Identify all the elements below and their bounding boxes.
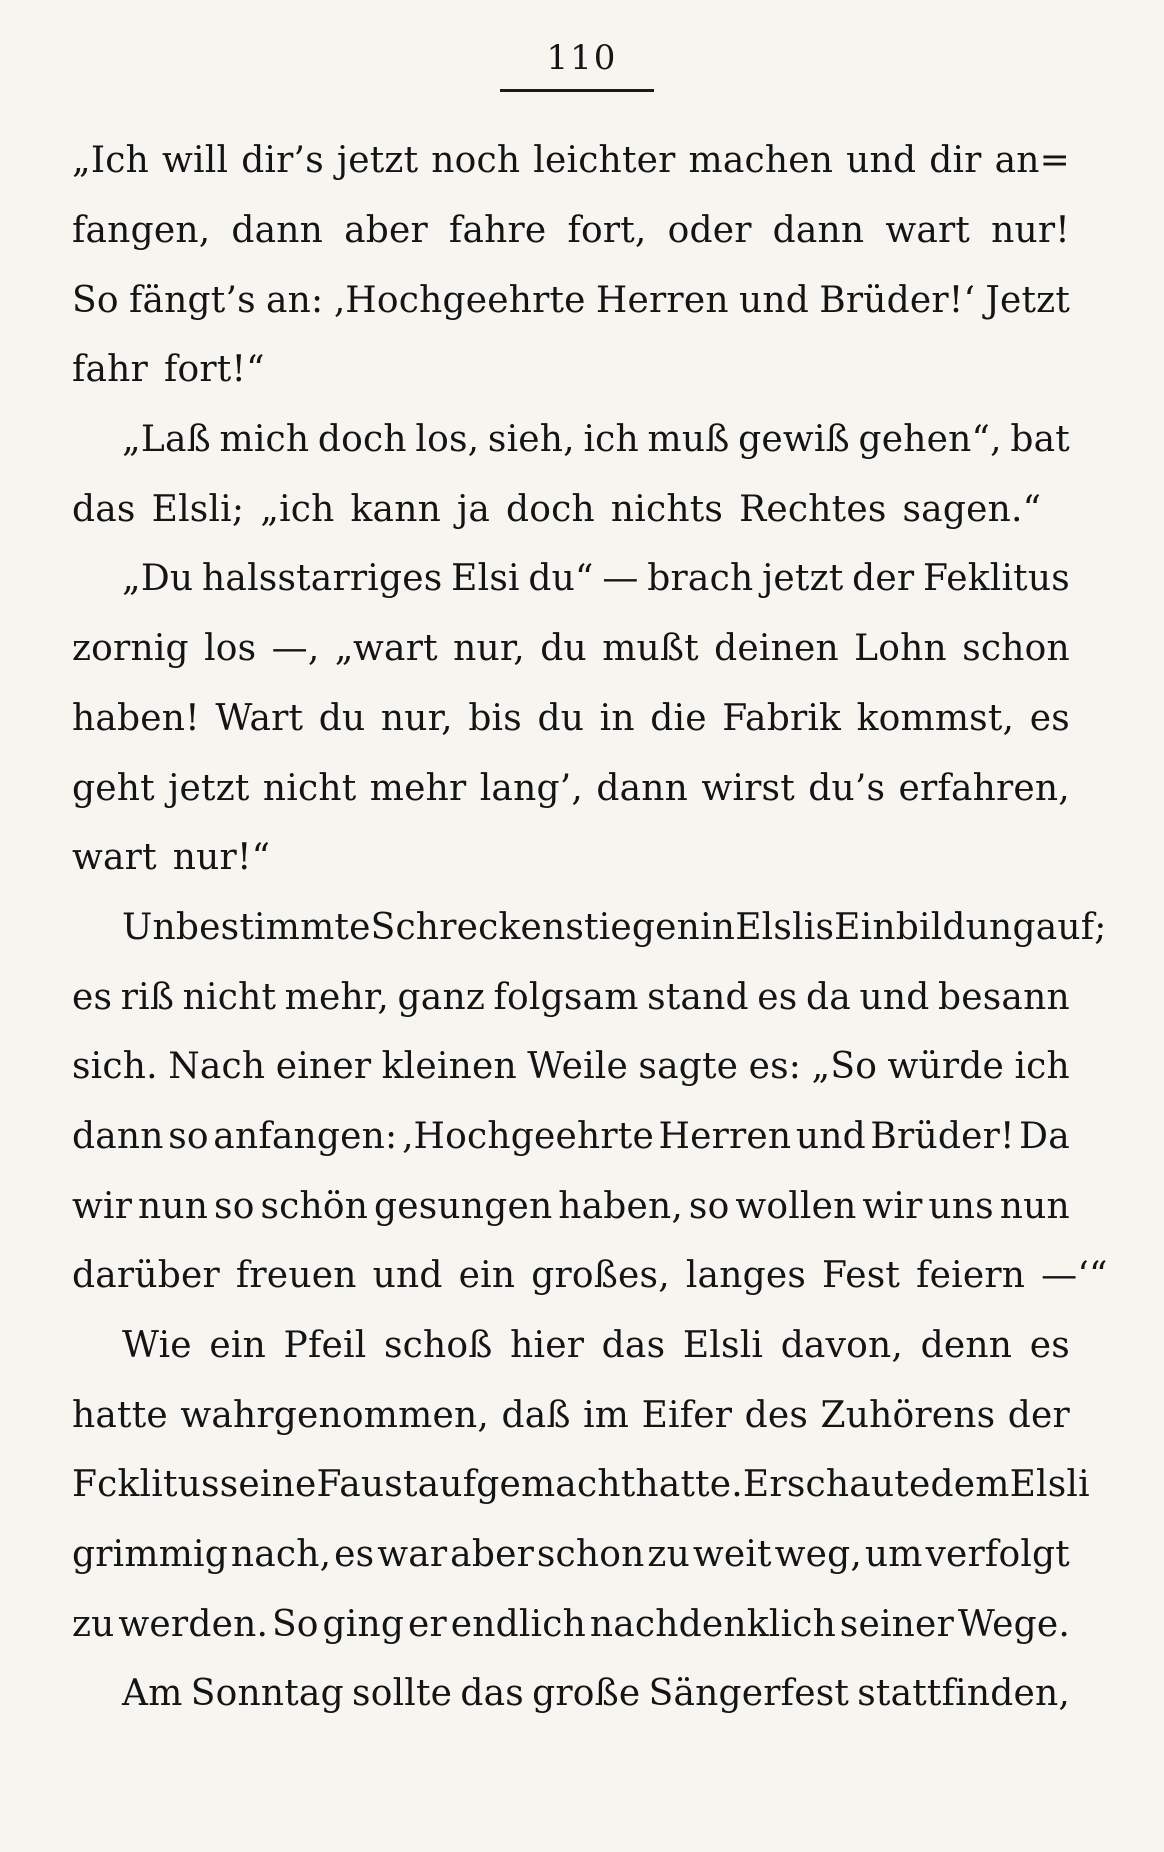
- text-line: „Laß mich doch los, sieh, ich muß gewiß gehen“, bat: [122, 419, 1070, 461]
- text-line: haben! Wart du nur, bis du in die Fabrik kommst, es: [72, 697, 1070, 739]
- header-rule: [500, 89, 654, 92]
- text-line: sich. Nach einer kleinen Weile sagte es: „So würde ich: [72, 1046, 1070, 1088]
- text-line: wart nur!“: [72, 837, 271, 879]
- text-line: geht jetzt nicht mehr lang’, dann wirst du’s erfahren,: [72, 767, 1070, 809]
- text-line: „Du halsstarriges Elsi du“ — brach jetzt der Feklitus: [122, 558, 1070, 600]
- text-line: hatte wahrgenommen, daß im Eifer des Zuhörens der: [72, 1394, 1070, 1436]
- text-line: zornig los —, „wart nur, du mußt deinen Lohn schon: [72, 628, 1070, 670]
- page-number: 110: [546, 38, 618, 78]
- text-line: fahr fort!“: [72, 349, 265, 391]
- text-line: es riß nicht mehr, ganz folgsam stand es da und besann: [72, 976, 1070, 1018]
- text-line: zu werden. So ging er endlich nachdenklich seiner Wege.: [72, 1603, 1070, 1645]
- text-line: „Ich will dir’s jetzt noch leichter machen und dir an=: [72, 140, 1070, 182]
- text-line: Unbestimmte Schrecken stiegen in Elslis Einbildung auf;: [122, 906, 1107, 948]
- text-line: das Elsli; „ich kann ja doch nichts Rechtes sagen.“: [72, 488, 1042, 530]
- text-line: Am Sonntag sollte das große Sängerfest stattfinden,: [122, 1673, 1070, 1715]
- text-line: dann so anfangen: ‚Hochgeehrte Herren und Brüder! Da: [72, 1115, 1070, 1157]
- body-text: [72, 126, 1108, 1729]
- text-line: grimmig nach, es war aber schon zu weit weg, um verfolgt: [72, 1534, 1070, 1576]
- text-line: darüber freuen und ein großes, langes Fest feiern —‘“: [72, 1255, 1108, 1297]
- text-line: Fcklitus seine Faust aufgemacht hatte. Er schaute dem Elsli: [72, 1464, 1090, 1506]
- text-line: Wie ein Pfeil schoß hier das Elsli davon, denn es: [122, 1325, 1070, 1367]
- text-line: So fängt’s an: ‚Hochgeehrte Herren und Brüder!‘ Jetzt: [72, 279, 1070, 321]
- text-line: fangen, dann aber fahre fort, oder dann wart nur!: [72, 210, 1070, 252]
- text-line: wir nun so schön gesungen haben, so wollen wir uns nun: [72, 1185, 1070, 1227]
